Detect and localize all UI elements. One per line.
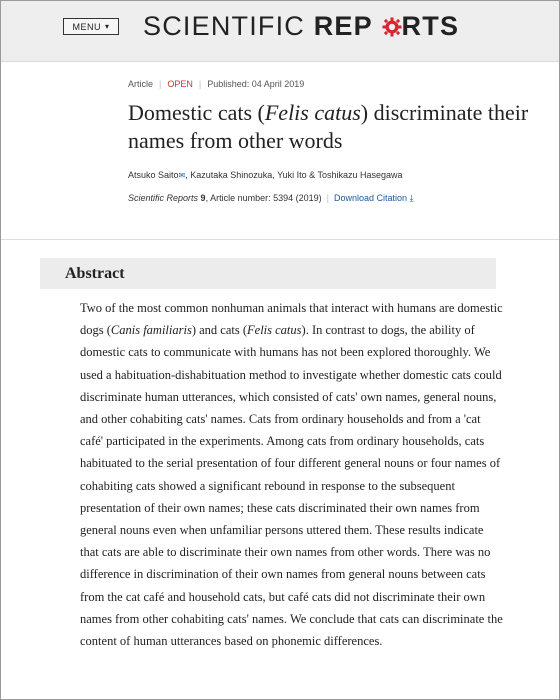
menu-label: MENU (72, 21, 101, 32)
logo-text-scientific: SCIENTIFIC (143, 11, 314, 41)
site-header (1, 1, 559, 62)
logo-text-rts: RTS (401, 11, 460, 41)
title-species: Felis catus (264, 100, 361, 125)
published-date: Published: 04 April 2019 (207, 79, 305, 89)
abstract-text: ). In contrast to dogs, the ability of domestic cats to communicate with humans has not been explored thoroughly. We used a habituation-dishabituation method to investigate whether domestic cats could discriminate human utterances, which consisted of cats' own names, general nouns, and other cohabiting cats' names. Cats from ordinary households and from a 'cat café' participated in the experiments. Among cats from ordinary households, cats habituated to the serial presentation of four different general nouns or four names of cohabiting cats showed a significant rebound in response to the subsequent presentation of their own names; these cats discriminated their own names from general nouns even when unfamiliar persons uttered them. These results indicate that cats are able to discriminate their own names from other words. There was no difference in discrimination of their own names from general nouns between cats from the cat café and household cats, but café cats did not discriminate their own names from other cohabiting cats' names. We conclude that cats can discriminate the content of human utterances based on phonemic differences. (80, 323, 503, 649)
meta-divider: | (159, 79, 162, 89)
download-icon: ⤓ (409, 192, 414, 203)
author-list (128, 170, 539, 180)
journal-logo[interactable] (143, 11, 459, 42)
author-link[interactable]: Atsuko Saito (128, 169, 179, 180)
abstract-text: ) and cats ( (191, 323, 248, 338)
abstract-paragraph (80, 297, 505, 652)
article-meta (128, 79, 539, 89)
title-text-end: ) discriminate their names from other words (128, 100, 529, 153)
open-access-badge: OPEN (167, 79, 193, 89)
article-title (128, 99, 539, 155)
volume: 9 (200, 193, 206, 204)
article-type: Article (128, 79, 154, 89)
citation-line (128, 193, 539, 204)
citation-info (128, 193, 322, 203)
article-header (128, 79, 539, 204)
menu-button[interactable] (63, 18, 119, 35)
section-divider (1, 239, 559, 240)
journal-name: Scientific Reports (128, 193, 199, 204)
author-links[interactable]: , Kazutaka Shinozuka, Yuki Ito & Toshikazu Hasegawa (185, 169, 403, 180)
abstract-heading[interactable]: Abstract (40, 258, 496, 289)
chevron-down-icon: ▾ (104, 21, 110, 31)
citation-divider: | (326, 193, 329, 204)
gear-icon (373, 11, 402, 41)
species-dogs: Canis familiaris (110, 323, 192, 338)
meta-divider: | (198, 79, 202, 89)
abstract-text: Two of the most common nonhuman animals that interact with humans are domestic dogs ( (80, 301, 503, 338)
abstract-body (80, 297, 505, 652)
species-cats: Felis catus (247, 323, 302, 338)
mail-icon[interactable]: ✉ (178, 170, 186, 180)
download-citation-link[interactable] (334, 193, 414, 204)
article-number: , Article number: 5394 (2019) (205, 193, 322, 204)
logo-text-rep: REP (313, 11, 373, 41)
title-text: Domestic cats ( (128, 100, 265, 125)
download-citation-label: Download Citation (333, 192, 408, 203)
